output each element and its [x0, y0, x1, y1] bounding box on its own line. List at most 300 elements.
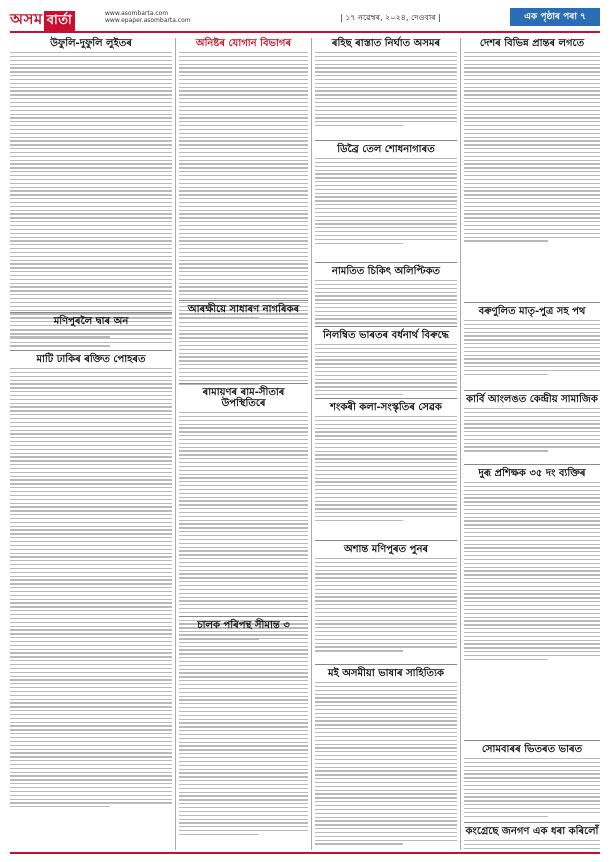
text-line: [464, 64, 600, 65]
text-line: [464, 528, 600, 529]
text-line: [179, 558, 308, 559]
text-line: [179, 117, 308, 118]
text-line: [10, 64, 172, 65]
text-line: [10, 414, 172, 415]
text-line: [179, 75, 308, 76]
text-line: [464, 812, 600, 813]
article: [179, 620, 308, 838]
headline: নিলম্বিত ভাৰতৰ বৰ্ধনাৰ্থ বিৰুদ্ধে: [323, 330, 449, 341]
text-line: [464, 71, 600, 72]
text-line: [315, 616, 457, 617]
text-line: [315, 359, 457, 360]
text-line: [315, 106, 457, 107]
text-line: [464, 651, 600, 652]
text-line: [315, 694, 457, 695]
text-line: [179, 550, 308, 551]
text-line: [179, 581, 308, 582]
text-line: [464, 52, 600, 53]
text-line: [179, 715, 308, 716]
text-line: [179, 642, 308, 643]
text-line: [464, 643, 600, 644]
text-line: [10, 495, 172, 496]
text-line: [179, 167, 308, 168]
article-divider: [315, 398, 457, 399]
text-line: [315, 736, 457, 737]
text-line: [179, 450, 308, 451]
text-line: [10, 737, 172, 738]
text-line: [464, 87, 600, 88]
text-line: [464, 79, 600, 80]
text-line: [179, 688, 308, 689]
article-divider: [179, 383, 308, 384]
text-line: [10, 338, 172, 339]
text-line: [179, 330, 308, 331]
article: [179, 38, 308, 321]
text-line: [179, 692, 308, 693]
text-line: [10, 456, 172, 457]
text-line: [179, 333, 308, 334]
text-line: [10, 114, 172, 115]
text-line: [10, 433, 172, 434]
text-line: [464, 117, 600, 118]
article: [315, 668, 457, 847]
text-line: [315, 288, 457, 289]
text-line: [10, 240, 172, 241]
text-line: [179, 202, 308, 203]
text-line: [464, 609, 600, 610]
text-line: [315, 566, 457, 567]
text-line: [179, 589, 308, 590]
text-line: [10, 629, 172, 630]
text-line: [179, 217, 308, 218]
text-line: [315, 832, 457, 833]
text-line: [464, 613, 600, 614]
text-line: [315, 166, 457, 167]
article-body: [179, 634, 308, 835]
text-line: [315, 747, 457, 748]
article-divider: [315, 140, 457, 141]
text-line: [464, 102, 600, 103]
text-line: [464, 125, 600, 126]
text-line: [464, 640, 600, 641]
text-line: [464, 524, 600, 525]
text-line: [315, 177, 457, 178]
text-line: [315, 307, 457, 308]
text-line: [179, 171, 308, 172]
text-line: [464, 374, 548, 375]
text-line: [464, 60, 600, 61]
text-line: [179, 661, 308, 662]
headline: সোমবাৰৰ ভিতৰত ভাৰত: [481, 744, 583, 755]
article-divider: [315, 540, 457, 541]
text-line: [315, 709, 457, 710]
text-line: [315, 724, 457, 725]
text-line: [10, 633, 172, 634]
text-line: [10, 225, 172, 226]
text-line: [464, 636, 600, 637]
headline: ৰামায়ণৰ ৰাম-সীতাৰ উপস্থিতিৰে: [202, 387, 285, 409]
text-line: [464, 536, 600, 537]
text-line: [10, 476, 172, 477]
text-line: [315, 458, 457, 459]
text-line: [315, 196, 457, 197]
text-line: [464, 605, 600, 606]
text-line: [315, 744, 457, 745]
text-line: [179, 489, 308, 490]
headline: কাৰ্বি আংলঙত কেন্দ্ৰীয় সামাজিক: [466, 394, 598, 405]
text-line: [10, 537, 172, 538]
text-line: [315, 121, 457, 122]
article: [179, 304, 308, 387]
text-line: [10, 175, 172, 176]
text-line: [315, 604, 457, 605]
text-line: [179, 776, 308, 777]
text-line: [464, 370, 600, 371]
text-line: [10, 140, 172, 141]
text-line: [10, 599, 172, 600]
text-line: [179, 597, 308, 598]
text-line: [10, 148, 172, 149]
text-line: [179, 240, 308, 241]
text-line: [10, 660, 172, 661]
text-line: [464, 800, 600, 801]
text-line: [179, 500, 308, 501]
text-line: [179, 535, 308, 536]
text-line: [10, 795, 172, 796]
text-line: [179, 152, 308, 153]
text-line: [464, 796, 600, 797]
text-line: [10, 764, 172, 765]
text-line: [10, 595, 172, 596]
text-line: [464, 446, 600, 447]
text-line: [315, 828, 457, 829]
text-line: [179, 638, 308, 639]
text-line: [10, 637, 172, 638]
text-line: [315, 102, 457, 103]
text-line: [10, 403, 172, 404]
text-line: [10, 702, 172, 703]
text-line: [315, 717, 457, 718]
text-line: [179, 424, 308, 425]
text-line: [10, 372, 172, 373]
text-line: [10, 468, 172, 469]
text-line: [10, 579, 172, 580]
text-line: [179, 106, 308, 107]
text-line: [179, 696, 308, 697]
text-line: [464, 237, 600, 238]
text-line: [10, 783, 172, 784]
text-line: [464, 90, 600, 91]
text-line: [179, 140, 308, 141]
text-line: [10, 729, 172, 730]
headline: উফুলি-দুফুলি লুইতৰ: [50, 38, 132, 49]
text-line: [179, 271, 308, 272]
text-line: [10, 664, 172, 665]
text-line: [464, 544, 600, 545]
text-line: [464, 624, 600, 625]
text-line: [10, 522, 172, 523]
text-line: [179, 121, 308, 122]
text-line: [315, 570, 457, 571]
text-line: [10, 714, 172, 715]
text-line: [179, 493, 308, 494]
text-line: [464, 137, 600, 138]
text-line: [179, 547, 308, 548]
text-line: [10, 710, 172, 711]
text-line: [464, 582, 600, 583]
text-line: [179, 784, 308, 785]
text-line: [315, 786, 457, 787]
text-line: [10, 244, 172, 245]
text-line: [179, 412, 308, 413]
text-line: [464, 152, 600, 153]
text-line: [10, 298, 172, 299]
text-line: [10, 167, 172, 168]
article: [464, 468, 600, 663]
text-line: [464, 517, 600, 518]
text-line: [10, 760, 172, 761]
text-line: [10, 229, 172, 230]
text-line: [10, 418, 172, 419]
text-line: [464, 412, 600, 413]
text-line: [179, 248, 308, 249]
text-line: [179, 206, 308, 207]
text-line: [315, 589, 457, 590]
text-line: [464, 94, 600, 95]
dateline: | ১৭ নৱেম্বৰ, ২০২৪, দেওবাৰ |: [340, 13, 441, 22]
text-line: [10, 213, 172, 214]
text-line: [464, 431, 600, 432]
text-line: [315, 474, 457, 475]
text-line: [179, 520, 308, 521]
text-line: [179, 435, 308, 436]
text-line: [10, 198, 172, 199]
text-line: [179, 699, 308, 700]
text-line: [179, 466, 308, 467]
text-line: [179, 649, 308, 650]
text-line: [10, 202, 172, 203]
text-line: [315, 805, 457, 806]
text-line: [179, 719, 308, 720]
text-line: [315, 596, 457, 597]
article-body: [315, 158, 457, 244]
text-line: [10, 426, 172, 427]
article-body: [315, 558, 457, 652]
article-body: [179, 52, 308, 319]
text-line: [179, 711, 308, 712]
text-line: [10, 156, 172, 157]
text-line: [315, 227, 457, 228]
text-line: [464, 190, 600, 191]
text-line: [10, 683, 172, 684]
text-line: [315, 90, 457, 91]
masthead: [10, 8, 600, 30]
text-line: [315, 394, 403, 395]
text-line: [179, 341, 308, 342]
text-line: [179, 229, 308, 230]
text-line: [10, 171, 172, 172]
text-line: [10, 302, 172, 303]
text-line: [315, 489, 457, 490]
text-line: [179, 447, 308, 448]
article-body: [179, 412, 308, 640]
text-line: [315, 508, 457, 509]
text-line: [179, 156, 308, 157]
text-line: [464, 617, 600, 618]
text-line: [179, 237, 308, 238]
text-line: [179, 443, 308, 444]
text-line: [10, 449, 172, 450]
text-line: [315, 212, 457, 213]
text-line: [179, 144, 308, 145]
text-line: [464, 362, 600, 363]
text-line: [464, 213, 600, 214]
text-line: [179, 562, 308, 563]
text-line: [464, 578, 600, 579]
text-line: [179, 133, 308, 134]
text-line: [10, 725, 172, 726]
text-line: [464, 501, 600, 502]
text-line: [464, 225, 600, 226]
text-line: [179, 684, 308, 685]
text-line: [315, 520, 403, 521]
article-body: [464, 408, 600, 452]
text-line: [315, 790, 457, 791]
text-line: [179, 326, 308, 327]
text-line: [315, 83, 457, 84]
text-line: [10, 125, 172, 126]
text-line: [315, 416, 457, 417]
text-line: [179, 337, 308, 338]
text-line: [10, 806, 110, 807]
article-body: [315, 416, 457, 521]
text-line: [10, 745, 172, 746]
text-line: [315, 371, 457, 372]
text-line: [179, 79, 308, 80]
text-line: [10, 183, 172, 184]
text-line: [464, 513, 600, 514]
text-line: [10, 453, 172, 454]
text-line: [10, 90, 172, 91]
article: [315, 402, 457, 524]
text-line: [315, 686, 457, 687]
text-line: [464, 848, 600, 849]
text-line: [315, 697, 457, 698]
text-line: [179, 148, 308, 149]
text-line: [10, 187, 172, 188]
text-line: [315, 348, 457, 349]
text-line: [315, 75, 457, 76]
text-line: [315, 303, 457, 304]
text-line: [315, 763, 457, 764]
text-line: [315, 375, 457, 376]
text-line: [179, 368, 308, 369]
text-line: [464, 121, 600, 122]
text-line: [179, 290, 308, 291]
text-line: [315, 801, 457, 802]
text-line: [315, 646, 457, 647]
text-line: [179, 256, 308, 257]
text-line: [10, 75, 172, 76]
text-line: [315, 797, 457, 798]
text-line: [464, 133, 600, 134]
text-line: [10, 506, 172, 507]
text-line: [179, 554, 308, 555]
text-line: [179, 830, 308, 831]
article-body: [315, 52, 457, 126]
text-line: [10, 718, 172, 719]
text-line: [464, 758, 600, 759]
text-line: [10, 56, 172, 57]
text-line: [10, 572, 172, 573]
text-line: [179, 734, 308, 735]
text-line: [464, 156, 600, 157]
text-line: [179, 570, 308, 571]
text-line: [179, 114, 308, 115]
text-line: [179, 283, 308, 284]
headline: নামতিত চিকিৎ অলিপ্টিকত: [331, 266, 441, 277]
text-line: [179, 71, 308, 72]
article-divider: [315, 664, 457, 665]
text-line: [464, 351, 600, 352]
text-line: [179, 523, 308, 524]
text-line: [179, 512, 308, 513]
text-line: [464, 56, 600, 57]
epaper-url: www.epaper.asombarta.com: [105, 17, 191, 24]
text-line: [179, 458, 308, 459]
text-line: [10, 472, 172, 473]
text-line: [10, 464, 172, 465]
text-line: [464, 632, 600, 633]
text-line: [10, 672, 172, 673]
text-line: [315, 840, 457, 841]
text-line: [10, 102, 172, 103]
text-line: [179, 788, 308, 789]
text-line: [179, 573, 308, 574]
text-line: [315, 231, 457, 232]
headline: ডিব্ৰৈ তেল শোধনাগাৰত: [337, 144, 435, 155]
text-line: [179, 163, 308, 164]
text-line: [10, 649, 172, 650]
text-line: [10, 564, 172, 565]
text-line: [179, 462, 308, 463]
text-line: [464, 179, 600, 180]
text-line: [315, 631, 457, 632]
text-line: [464, 490, 600, 491]
text-line: [464, 332, 600, 333]
text-line: [10, 460, 172, 461]
text-line: [464, 443, 600, 444]
text-line: [464, 163, 600, 164]
text-line: [315, 485, 457, 486]
text-line: [464, 175, 600, 176]
text-line: [464, 563, 600, 564]
text-line: [315, 311, 457, 312]
text-line: [179, 420, 308, 421]
text-line: [179, 356, 308, 357]
text-line: [179, 657, 308, 658]
text-line: [179, 221, 308, 222]
text-line: [464, 590, 600, 591]
text-line: [179, 137, 308, 138]
text-line: [179, 439, 308, 440]
text-line: [315, 581, 457, 582]
text-line: [315, 573, 457, 574]
text-line: [464, 187, 600, 188]
text-line: [10, 787, 172, 788]
text-line: [315, 478, 457, 479]
text-line: [10, 799, 172, 800]
